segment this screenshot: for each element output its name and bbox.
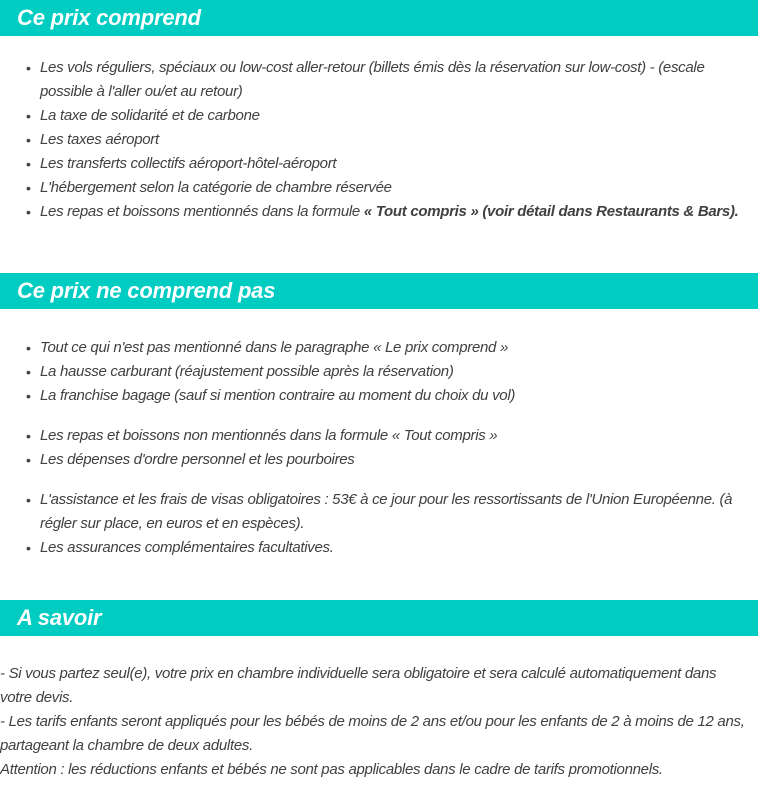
list-item: • Tout ce qui n'est pas mentionné dans le paragraphe « Le prix comprend »: [40, 336, 750, 360]
section-price-includes: [0, 0, 758, 224]
list-item: • La franchise bagage (sauf si mention contraire au moment du choix du vol): [40, 384, 750, 408]
list-item: • La taxe de solidarité et de carbone: [40, 104, 750, 128]
list-item: • Les transferts collectifs aéroport-hôtel-aéroport: [40, 152, 750, 176]
section-header-price-excludes: [0, 273, 758, 309]
section-price-excludes: [0, 273, 758, 560]
list-item: [40, 200, 750, 224]
list-item: • Les repas et boissons non mentionnés dans la formule « Tout compris »: [40, 424, 750, 448]
section-title-price-includes: Ce prix comprend: [17, 5, 201, 30]
section-good-to-know: [0, 600, 758, 782]
list-item: • L'assistance et les frais de visas obligatoires : 53€ à ce jour pour les ressortissants de l'Union Européenne. (à régler sur place, en euros et en espèces).: [40, 488, 750, 536]
section-title-price-excludes: Ce prix ne comprend pas: [17, 278, 276, 303]
list-item: • Les taxes aéroport: [40, 128, 750, 152]
price-includes-list: [0, 56, 758, 224]
section-title-good-to-know: A savoir: [17, 605, 102, 630]
section-header-price-includes: [0, 0, 758, 36]
list-item-bold-text: « Tout compris » (voir détail dans Restaurants & Bars).: [363, 203, 739, 220]
list-item: • Les dépenses d'ordre personnel et les pourboires: [40, 448, 750, 472]
list-item-text: Les repas et boissons mentionnés dans la formule: [40, 203, 364, 220]
list-item: • La hausse carburant (réajustement possible après la réservation): [40, 360, 750, 384]
section-header-good-to-know: [0, 600, 758, 636]
list-item: • Les assurances complémentaires facultatives.: [40, 536, 750, 560]
good-to-know-paragraphs: [0, 662, 758, 782]
paragraph-promo-warning: Attention : les réductions enfants et bébés ne sont pas applicables dans le cadre de tarifs promotionnels.: [0, 761, 663, 778]
list-item: • L'hébergement selon la catégorie de chambre réservée: [40, 176, 750, 200]
paragraph-single-room: - Si vous partez seul(e), votre prix en chambre individuelle sera obligatoire et sera calculé automatiquement dans votre devis.: [0, 665, 717, 706]
list-item: • Les vols réguliers, spéciaux ou low-cost aller-retour (billets émis dès la réservation sur low-cost) - (escale possible à l'aller ou/et au retour): [40, 56, 750, 104]
paragraph-child-rates: - Les tarifs enfants seront appliqués pour les bébés de moins de 2 ans et/ou pour les enfants de 2 à moins de 12 ans, partageant la chambre de deux adultes.: [0, 713, 745, 754]
price-excludes-list: [0, 336, 758, 560]
